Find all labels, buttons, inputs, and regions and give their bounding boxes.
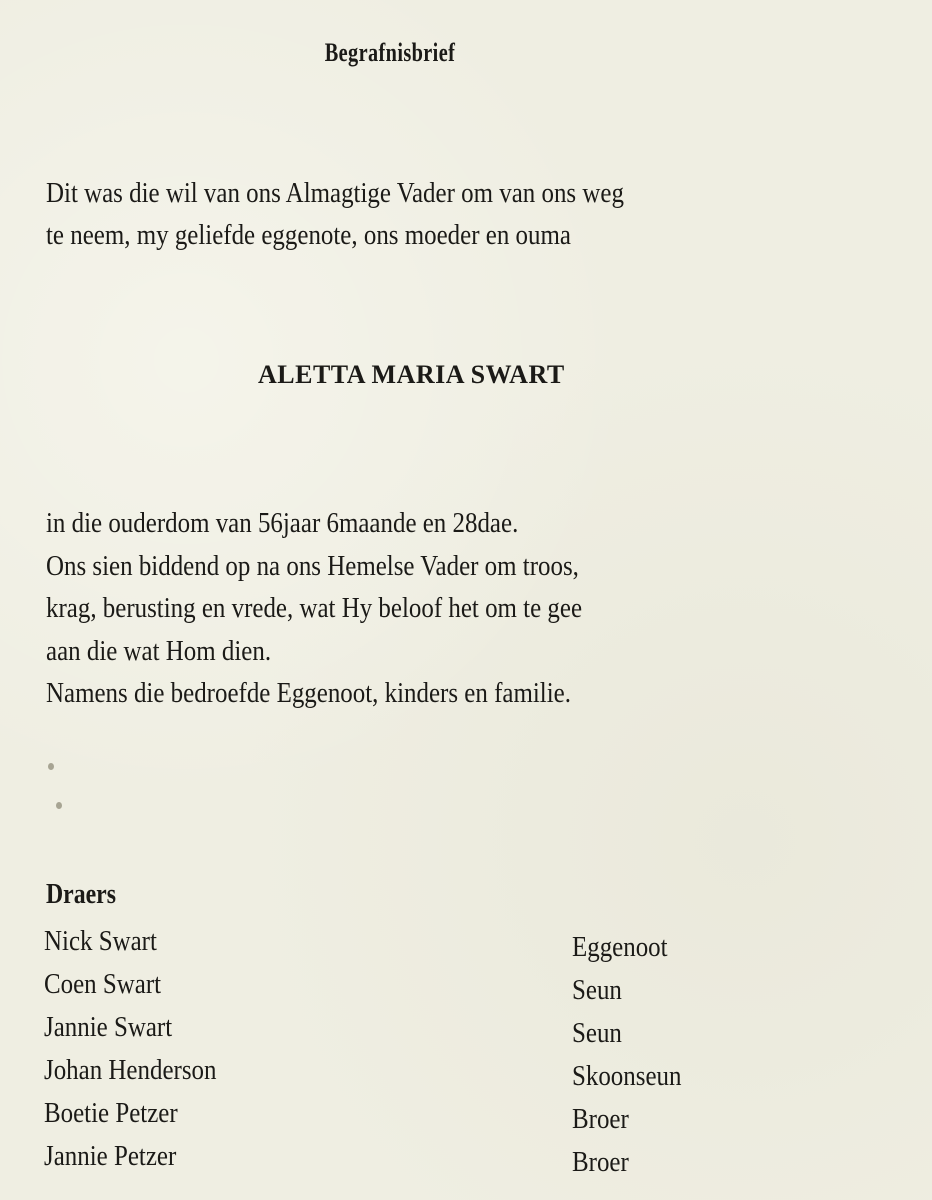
bearer-relation: Broer	[572, 1146, 629, 1178]
body-paragraph	[46, 502, 582, 715]
bearers-heading: Draers	[46, 878, 116, 910]
bearer-name: Jannie Swart	[44, 1011, 173, 1043]
document-title: Begrafnisbrief	[324, 38, 456, 67]
bearer-relation: Eggenoot	[572, 931, 668, 963]
intro-paragraph	[46, 172, 624, 256]
bearer-name: Coen Swart	[44, 968, 162, 1000]
bearer-name: Jannie Petzer	[44, 1140, 177, 1172]
paper-speck	[56, 802, 62, 809]
bearer-relations-column	[572, 926, 681, 1184]
body-line: krag, berusting en vrede, wat Hy beloof het om te gee	[46, 592, 583, 624]
bearer-relation: Skoonseun	[572, 1060, 682, 1092]
intro-line: te neem, my geliefde eggenote, ons moeder en ouma	[46, 219, 571, 251]
bearer-name: Boetie Petzer	[44, 1097, 178, 1129]
bearer-relation: Broer	[572, 1103, 629, 1135]
bearer-name: Nick Swart	[44, 925, 157, 957]
paper-speck	[48, 763, 54, 770]
body-line: Ons sien biddend op na ons Hemelse Vader om troos,	[46, 549, 579, 582]
body-line: aan die wat Hom dien.	[46, 634, 272, 667]
intro-line: Dit was die wil van ons Almagtige Vader om van ons weg	[46, 177, 624, 209]
body-line: Namens die bedroefde Eggenoot, kinders en familie.	[46, 677, 571, 709]
bearer-relation: Seun	[572, 974, 622, 1006]
bearer-names-column	[44, 920, 216, 1178]
bearer-name: Johan Henderson	[44, 1054, 217, 1086]
deceased-name: ALETTA MARIA SWART	[258, 360, 565, 389]
body-line: in die ouderdom van 56jaar 6maande en 28dae.	[46, 507, 519, 539]
bearer-relation: Seun	[572, 1017, 622, 1049]
